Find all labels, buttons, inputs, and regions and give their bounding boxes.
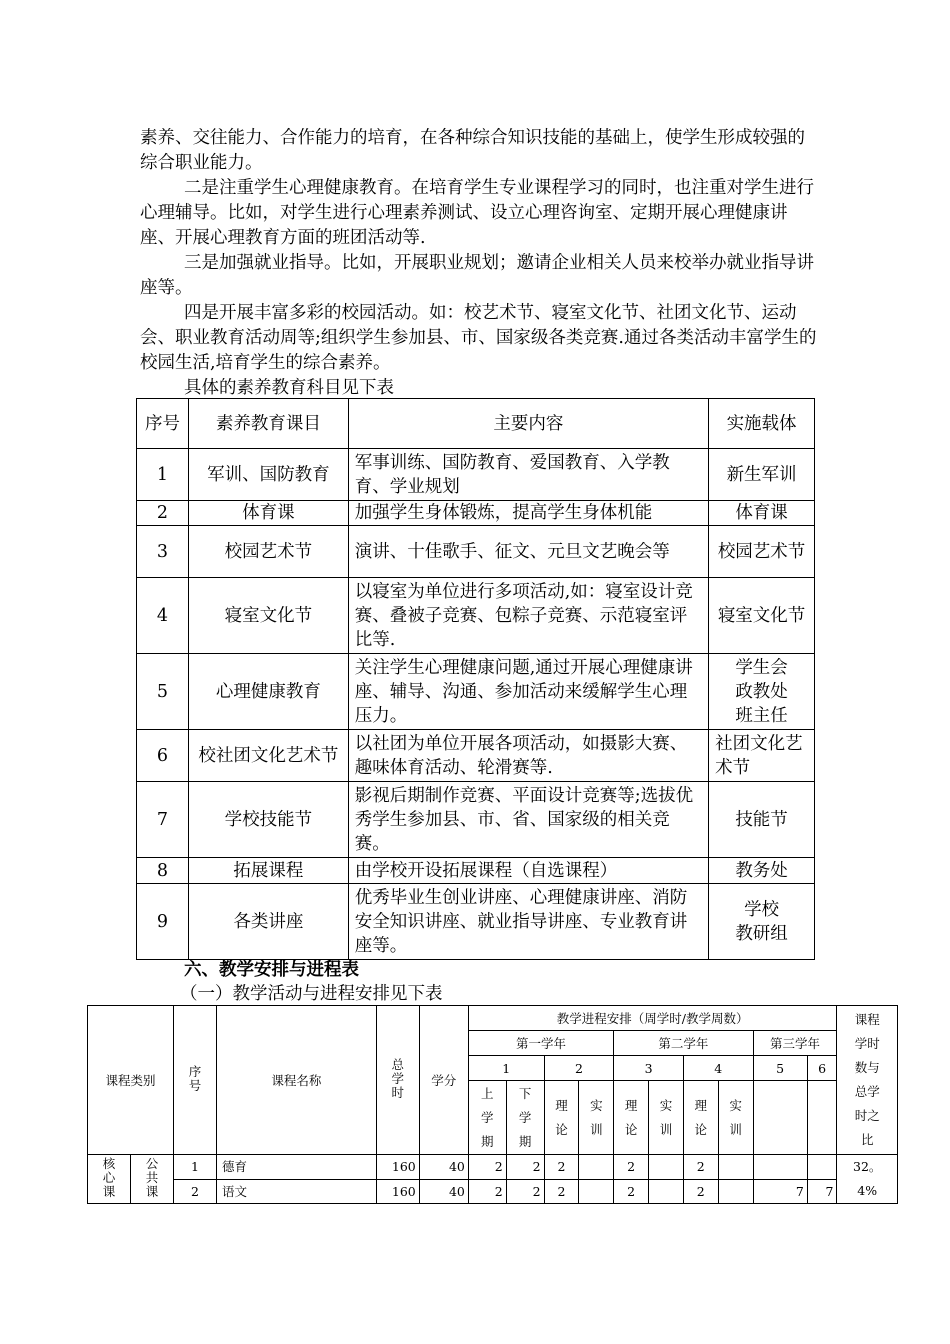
category-core: 核心课 (88, 1155, 131, 1204)
row-s3a: 2 (614, 1155, 649, 1180)
semester-1: 1 (468, 1056, 544, 1081)
row-s2b (579, 1155, 614, 1180)
row-s6: 7 (807, 1179, 837, 1204)
year-2: 第二学年 (614, 1031, 753, 1056)
row-content: 军事训练、国防教育、爱国教育、入学教育、学业规划 (348, 449, 708, 501)
header-carrier: 实施载体 (709, 399, 815, 449)
row-content: 影视后期制作竞赛、平面设计竞赛等;选拔优秀学生参加县、市、省、国家级的相关竞赛。 (348, 782, 708, 858)
row-course: 寝室文化节 (188, 578, 348, 654)
semester-2: 2 (544, 1056, 614, 1081)
row-no: 3 (137, 526, 189, 578)
sub-header: 实训 (579, 1081, 614, 1155)
row-content: 关注学生心理健康问题,通过开展心理健康讲座、辅导、沟通、参加活动来缓解学生心理压力。 (348, 654, 708, 730)
row-s2a: 2 (544, 1179, 579, 1204)
row-course: 体育课 (188, 501, 348, 526)
row-course: 校园艺术节 (188, 526, 348, 578)
sub-header-empty (807, 1081, 837, 1155)
header-schedule: 教学进程安排（周学时/教学周数） (468, 1006, 837, 1031)
row-s4a: 2 (683, 1155, 718, 1180)
paragraph-3: 三是加强就业指导。比如，开展职业规划；邀请企业相关人员来校举办就业指导讲座等。 (140, 253, 814, 298)
row-s6 (807, 1155, 837, 1180)
quality-education-table (136, 398, 815, 960)
table-header-row (137, 399, 815, 449)
header-category: 课程类别 (88, 1006, 174, 1155)
row-course: 拓展课程 (188, 858, 348, 884)
row-name: 德育 (217, 1155, 377, 1180)
category-public: 公共课 (131, 1155, 174, 1204)
paragraph-2: 二是注重学生心理健康教育。在培育学生专业课程学习的同时，也注重对学生进行心理辅导。比如，对学生进行心理素养测试、设立心理咨询室、定期开展心理健康讲座、开展心理教育方面的班团活动等. (140, 178, 814, 248)
row-s1a: 2 (468, 1155, 506, 1180)
row-carrier: 寝室文化节 (709, 578, 815, 654)
row-s5: 7 (753, 1179, 807, 1204)
row-s1a: 2 (468, 1179, 506, 1204)
year-3: 第三学年 (753, 1031, 837, 1056)
header-row-1 (88, 1006, 898, 1031)
semester-3: 3 (614, 1056, 684, 1081)
header-total: 总学时 (376, 1006, 419, 1155)
row-carrier: 校园艺术节 (709, 526, 815, 578)
header-credit: 学分 (419, 1006, 468, 1155)
section-subtitle: （一）教学活动与进程安排见下表 (180, 984, 443, 1004)
row-course: 校社团文化艺术节 (188, 730, 348, 782)
sub-header: 上学期 (468, 1081, 506, 1155)
section-title: 六、教学安排与进程表 (184, 960, 359, 980)
header-name: 课程名称 (217, 1006, 377, 1155)
row-content: 由学校开设拓展课程（自选课程） (348, 858, 708, 884)
row-s3b (649, 1155, 684, 1180)
table-row (137, 782, 815, 858)
row-carrier: 教务处 (709, 858, 815, 884)
table-row (137, 578, 815, 654)
row-s4b (718, 1155, 753, 1180)
row-no: 4 (137, 578, 189, 654)
row-s1b: 2 (506, 1155, 544, 1180)
row-no: 2 (137, 501, 189, 526)
row-s2a: 2 (544, 1155, 579, 1180)
table-row (137, 526, 815, 578)
table-row (137, 730, 815, 782)
row-carrier: 社团文化艺术节 (709, 730, 815, 782)
row-total: 160 (376, 1179, 419, 1204)
row-content: 以社团为单位开展各项活动，如摄影大赛、趣味体育活动、轮滑赛等. (348, 730, 708, 782)
row-content: 加强学生身体锻炼，提高学生身体机能 (348, 501, 708, 526)
row-course: 军训、国防教育 (188, 449, 348, 501)
row-content: 以寝室为单位进行多项活动,如：寝室设计竞赛、叠被子竞赛、包粽子竞赛、示范寝室评比等. (348, 578, 708, 654)
sub-header-empty (753, 1081, 807, 1155)
header-no: 序号 (137, 399, 189, 449)
row-no: 1 (137, 449, 189, 501)
table-row (137, 449, 815, 501)
row-s3a: 2 (614, 1179, 649, 1204)
semester-5: 5 (753, 1056, 807, 1081)
row-s4a: 2 (683, 1179, 718, 1204)
paragraph-4: 四是开展丰富多彩的校园活动。如：校艺术节、寝室文化节、社团文化节、运动会、职业教育活动周等;组织学生参加县、市、国家级各类竞赛.通过各类活动丰富学生的校园生活,培育学生的综合素养。 (140, 303, 817, 373)
row-s1b: 2 (506, 1179, 544, 1204)
row-course: 各类讲座 (188, 884, 348, 960)
sub-header: 下学期 (506, 1081, 544, 1155)
row-no: 9 (137, 884, 189, 960)
row-no: 1 (174, 1155, 217, 1180)
row-no: 6 (137, 730, 189, 782)
header-course: 素养教育课目 (188, 399, 348, 449)
sub-header: 理论 (544, 1081, 579, 1155)
semester-4: 4 (683, 1056, 753, 1081)
ratio-value: 32。4% (837, 1155, 898, 1204)
row-s4b (718, 1179, 753, 1204)
sub-header: 理论 (683, 1081, 718, 1155)
year-1: 第一学年 (468, 1031, 613, 1056)
table-row (88, 1179, 898, 1204)
semester-6: 6 (807, 1056, 837, 1081)
row-content: 演讲、十佳歌手、征文、元旦文艺晚会等 (348, 526, 708, 578)
row-credit: 40 (419, 1155, 468, 1180)
row-carrier: 学校 教研组 (709, 884, 815, 960)
row-name: 语文 (217, 1179, 377, 1204)
sub-header: 实训 (718, 1081, 753, 1155)
row-carrier: 新生军训 (709, 449, 815, 501)
table-row (137, 501, 815, 526)
row-s2b (579, 1179, 614, 1204)
header-ratio: 课程学时数与总学时之比 (837, 1006, 898, 1155)
sub-header: 实训 (649, 1081, 684, 1155)
row-carrier: 学生会 政教处 班主任 (709, 654, 815, 730)
row-no: 5 (137, 654, 189, 730)
row-carrier: 技能节 (709, 782, 815, 858)
row-course: 学校技能节 (188, 782, 348, 858)
row-course: 心理健康教育 (188, 654, 348, 730)
row-content: 优秀毕业生创业讲座、心理健康讲座、消防安全知识讲座、就业指导讲座、专业教育讲座等。 (348, 884, 708, 960)
table-row (137, 884, 815, 960)
table-row (88, 1155, 898, 1180)
row-s3b (649, 1179, 684, 1204)
row-credit: 40 (419, 1179, 468, 1204)
table-row (137, 858, 815, 884)
intro-text (140, 126, 820, 401)
table-row (137, 654, 815, 730)
row-s5 (753, 1155, 807, 1180)
row-no: 2 (174, 1179, 217, 1204)
row-total: 160 (376, 1155, 419, 1180)
sub-header: 理论 (614, 1081, 649, 1155)
teaching-schedule-table (87, 1005, 898, 1204)
paragraph-5: 具体的素养教育科目见下表 (184, 378, 394, 398)
row-carrier: 体育课 (709, 501, 815, 526)
paragraph-1: 素养、交往能力、合作能力的培育，在各种综合知识技能的基础上，使学生形成较强的综合职业能力。 (140, 128, 805, 173)
row-no: 7 (137, 782, 189, 858)
row-no: 8 (137, 858, 189, 884)
header-no: 序号 (174, 1006, 217, 1155)
header-content: 主要内容 (348, 399, 708, 449)
